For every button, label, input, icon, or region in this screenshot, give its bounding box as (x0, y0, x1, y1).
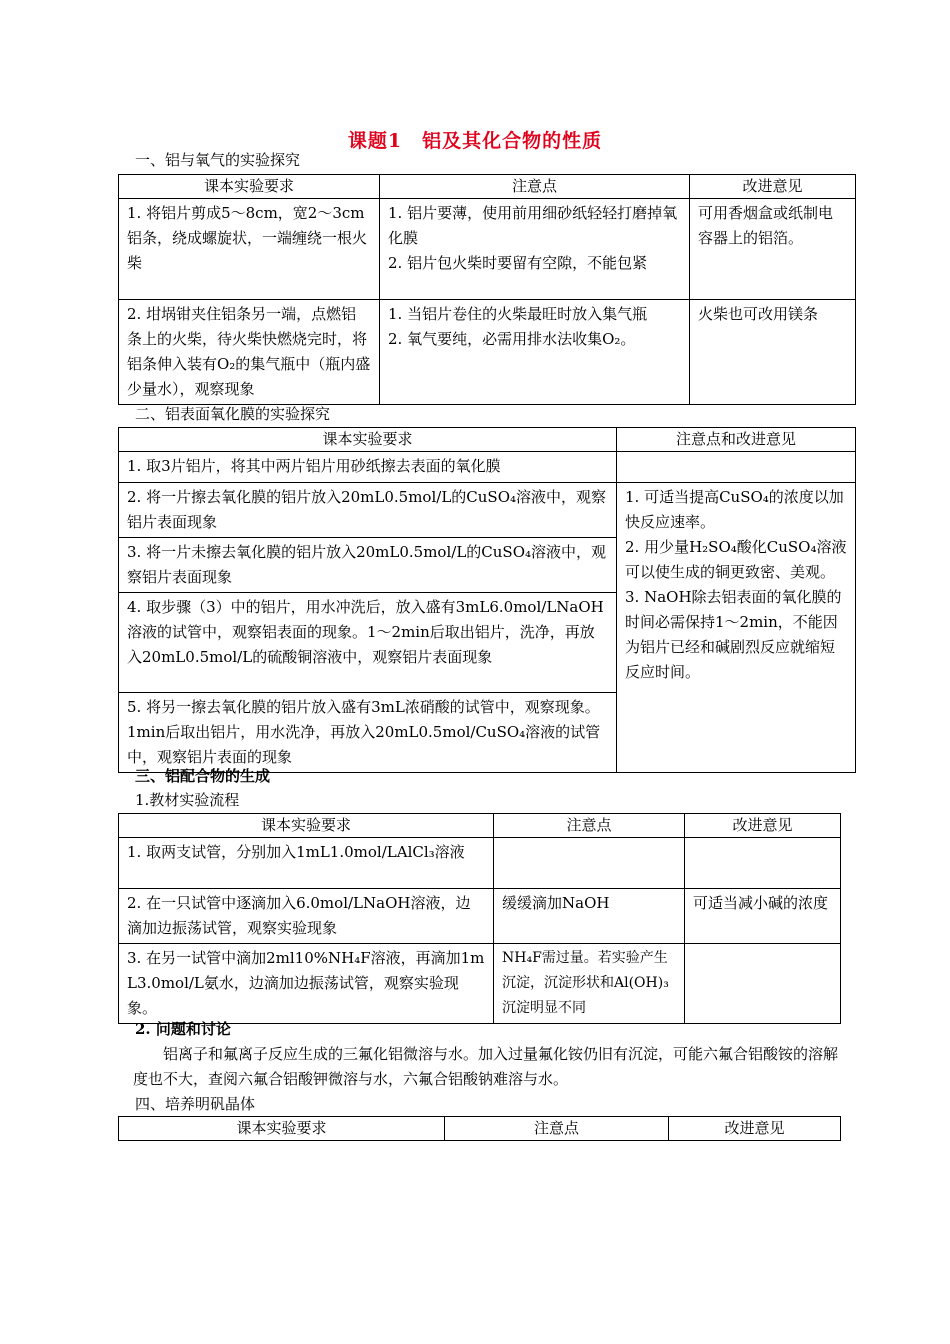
cell-text: 3. NaOH除去铝表面的氧化膜的时间必需保持1～2min，不能因为铝片已经和碱剧烈反应就缩短反应时间。 (625, 588, 842, 681)
table-oxide-film (118, 427, 856, 773)
cell-text: 可用香烟盒或纸制电容器上的铝箔。 (698, 204, 834, 247)
table-row (119, 838, 841, 889)
table-header-cell: 改进意见 (690, 175, 856, 199)
table-cell: 4. 取步骤（3）中的铝片，用水冲洗后，放入盛有3mL6.0mol/LNaOH溶液的试管中，观察铝表面的现象。1～2min后取出铝片，洗净，再放入20mL0.5mol/L的硫酸铜溶液中，观察铝片表面现象 (119, 593, 617, 693)
table-header-cell: 注意点 (380, 175, 690, 199)
table-cell (380, 300, 690, 405)
table-cell: 1. 取两支试管，分别加入1mL1.0mol/LAlCl₃溶液 (119, 838, 494, 889)
section-heading-4: 四、培养明矾晶体 (135, 1095, 256, 1113)
table-header-cell: 注意点 (445, 1117, 669, 1141)
subsection-heading: 1.教材实验流程 (135, 791, 240, 809)
table-header-cell: 课本实验要求 (119, 1117, 445, 1141)
table-header-cell: 课本实验要求 (119, 428, 617, 452)
table-row (119, 944, 841, 1024)
section-heading-2: 二、铝表面氧化膜的实验探究 (135, 405, 331, 423)
table-header-cell: 注意点和改进意见 (617, 428, 856, 452)
cell-text: 2. 氧气要纯，必需用排水法收集O₂。 (388, 330, 636, 348)
cell-text: 1. 铝片要薄，使用前用细砂纸轻轻打磨掉氧化膜 (388, 204, 678, 247)
table-header-cell: 课本实验要求 (119, 175, 380, 199)
table-alum-crystal (118, 1116, 841, 1141)
table-header-row (119, 814, 841, 838)
table-cell: 3. 在另一试管中滴加2ml10%NH₄F溶液，再滴加1mL3.0mol/L氨水，边滴加边振荡试管，观察实验现象。 (119, 944, 494, 1024)
cell-text: 2. 铝片包火柴时要留有空隙，不能包紧 (388, 254, 648, 272)
table-header-cell: 注意点 (494, 814, 685, 838)
table-header-row (119, 428, 856, 452)
table-cell (685, 944, 841, 1024)
table-cell: 2. 在一只试管中逐滴加入6.0mol/LNaOH溶液，边滴加边振荡试管，观察实验现象 (119, 889, 494, 944)
cell-text: 1. 可适当提高CuSO₄的浓度以加快反应速率。 (625, 488, 844, 531)
table-row (119, 452, 856, 483)
table-header-cell: 课本实验要求 (119, 814, 494, 838)
table-cell (685, 838, 841, 889)
table-cell: 3. 将一片未擦去氧化膜的铝片放入20mL0.5mol/L的CuSO₄溶液中，观察铝片表面现象 (119, 538, 617, 593)
cell-text: 1. 当铝片卷住的火柴最旺时放入集气瓶 (388, 305, 648, 323)
table-cell (617, 452, 856, 483)
cell-text: 1. 将铝片剪成5～8cm，宽2～3cm铝条，绕成螺旋状，一端缠绕一根火柴 (127, 204, 368, 272)
table-row (119, 300, 856, 405)
discussion-paragraph: 铝离子和氟离子反应生成的三氟化铝微溶与水。加入过量氟化铵仍旧有沉淀，可能六氟合铝酸铵的溶解度也不大，查阅六氟合铝酸钾微溶与水，六氟合铝酸钠难溶与水。 (133, 1045, 839, 1088)
table-complex-formation (118, 813, 841, 1024)
cell-text: 2. 坩埚钳夹住铝条另一端，点燃铝条上的火柴，待火柴快燃烧完时，将铝条伸入装有O₂的集气瓶中（瓶内盛少量水），观察现象 (127, 305, 371, 398)
table-cell: 1. 取3片铝片，将其中两片铝片用砂纸擦去表面的氧化膜 (119, 452, 617, 483)
table-row (119, 483, 856, 538)
table-row (119, 889, 841, 944)
table-cell: NH₄F需过量。若实验产生沉淀，沉淀形状和Al(OH)₃沉淀明显不同 (494, 944, 685, 1024)
table-aluminum-oxygen (118, 174, 856, 405)
table-cell (690, 300, 856, 405)
section-heading-3: 三、铝配合物的生成 (135, 767, 271, 785)
document-title: 课题1 铝及其化合物的性质 (347, 130, 603, 152)
subsection-heading: 2. 问题和讨论 (135, 1020, 231, 1038)
table-cell (494, 838, 685, 889)
table-header-cell: 改进意见 (685, 814, 841, 838)
table-cell: 缓缓滴加NaOH (494, 889, 685, 944)
section-heading-1: 一、铝与氧气的实验探究 (135, 151, 301, 169)
table-header-row (119, 175, 856, 199)
table-cell (690, 199, 856, 300)
table-row (119, 199, 856, 300)
table-header-cell: 改进意见 (669, 1117, 841, 1141)
table-header-row (119, 1117, 841, 1141)
table-cell: 2. 将一片擦去氧化膜的铝片放入20mL0.5mol/L的CuSO₄溶液中，观察铝片表面现象 (119, 483, 617, 538)
table-cell (380, 199, 690, 300)
table-cell: 5. 将另一擦去氧化膜的铝片放入盛有3mL浓硝酸的试管中，观察现象。1min后取出铝片，用水洗净，再放入20mL0.5mol/CuSO₄溶液的试管中，观察铝片表面的现象 (119, 693, 617, 773)
table-cell-notes (617, 483, 856, 773)
cell-text: 火柴也可改用镁条 (698, 305, 819, 323)
table-cell: 可适当减小碱的浓度 (685, 889, 841, 944)
table-cell (119, 300, 380, 405)
cell-text: 2. 用少量H₂SO₄酸化CuSO₄溶液可以使生成的铜更致密、美观。 (625, 538, 847, 581)
table-cell (119, 199, 380, 300)
